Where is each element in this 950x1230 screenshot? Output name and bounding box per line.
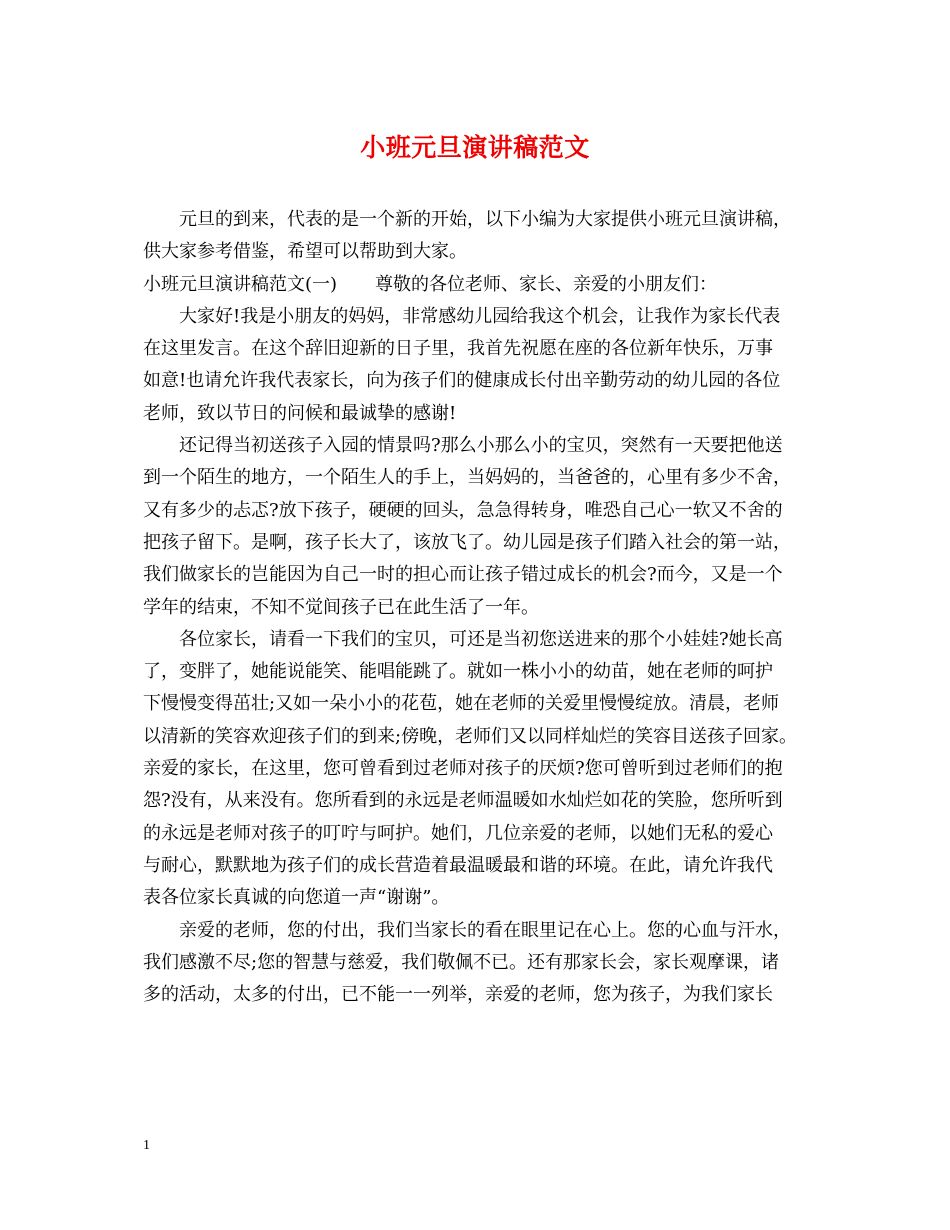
- paragraph-memories: [143, 430, 827, 624]
- text-line: 下慢慢变得茁壮;又如一朵小小的花苞，她在老师的关爱里慢慢绽放。清晨，老师: [143, 693, 780, 715]
- paragraph-growth: [143, 624, 827, 915]
- text-line: 如意!也请允许我代表家长，向为孩子们的健康成长付出辛勤劳动的幼儿园的各位: [143, 370, 781, 392]
- text-line: 元旦的到来，代表的是一个新的开始，以下小编为大家提供小班元旦演讲稿，: [179, 209, 791, 230]
- text-line: 亲爱的家长，在这里，您可曾看到过老师对孩子的厌烦?您可曾听到过老师们的抱: [143, 758, 783, 780]
- text-line: 多的活动，太多的付出，已不能一一列举，亲爱的老师，您为孩子，为我们家长: [143, 984, 773, 1006]
- paragraph-gratitude: [143, 915, 827, 1012]
- page-number: 1: [143, 1138, 150, 1153]
- text-line: 亲爱的老师，您的付出，我们当家长的看在眼里记在心上。您的心血与汗水，: [179, 919, 791, 941]
- text-line: 与耐心，默默地为孩子们的成长营造着最温暖最和谐的环境。在此，请允许我代: [143, 854, 773, 876]
- text-line: 又有多少的忐忑?放下孩子，硬硬的回头，急急得转身，唯恐自己心一软又不舍的: [143, 499, 783, 521]
- text-line: 的永远是老师对孩子的叮咛与呵护。她们，几位亲爱的老师，以她们无私的爱心: [143, 822, 773, 844]
- text-line: 还记得当初送孩子入园的情景吗?那么小那么小的宝贝，突然有一天要把他送: [179, 435, 783, 457]
- document-title: 小班元旦演讲稿范文: [360, 133, 590, 162]
- text-line: 到一个陌生的地方，一个陌生人的手上，当妈妈的，当爸爸的，心里有多少不舍，: [143, 467, 791, 489]
- text-line: 我们做家长的岂能因为自己一时的担心而让孩子错过成长的机会?而今，又是一个: [143, 564, 783, 586]
- text-line: 各位家长，请看一下我们的宝贝，可还是当初您送进来的那个小娃娃?她长高: [179, 628, 783, 650]
- salutation: 尊敬的各位老师、家长、亲爱的小朋友们：: [375, 273, 718, 295]
- text-line: 表各位家长真诚的向您道一声“谢谢”。: [143, 887, 450, 909]
- section-heading: 小班元旦演讲稿范文(一): [143, 273, 338, 295]
- text-line: 怨?没有，从来没有。您所看到的永远是老师温暖如水灿烂如花的笑脸，您所听到: [143, 790, 783, 812]
- text-line: 把孩子留下。是啊，孩子长大了，该放飞了。幼儿园是孩子们踏入社会的第一站，: [143, 531, 791, 553]
- text-line: 我们感激不尽;您的智慧与慈爱，我们敬佩不已。还有那家长会，家长观摩课，诸: [143, 951, 780, 973]
- text-line: 供大家参考借鉴，希望可以帮助到大家。: [143, 241, 467, 263]
- paragraph-greeting: [143, 301, 827, 430]
- text-line: [143, 269, 827, 301]
- text-line: 大家好!我是小朋友的妈妈，非常感幼儿园给我这个机会，让我作为家长代表: [179, 305, 781, 327]
- intro-paragraph: [143, 204, 827, 269]
- text-line: 老师，致以节日的问候和最诚挚的感谢!: [143, 402, 457, 424]
- document-body: [143, 204, 827, 1011]
- heading-line: [143, 269, 827, 301]
- text-line: 以清新的笑容欢迎孩子们的到来;傍晚，老师们又以同样灿烂的笑容目送孩子回家。: [143, 725, 798, 747]
- text-line: 学年的结束，不知不觉间孩子已在此生活了一年。: [143, 596, 539, 618]
- text-line: 了，变胖了，她能说能笑、能唱能跳了。就如一株小小的幼苗，她在老师的呵护: [143, 661, 773, 683]
- text-line: 在这里发言。在这个辞旧迎新的日子里，我首先祝愿在座的各位新年快乐，万事: [143, 338, 773, 360]
